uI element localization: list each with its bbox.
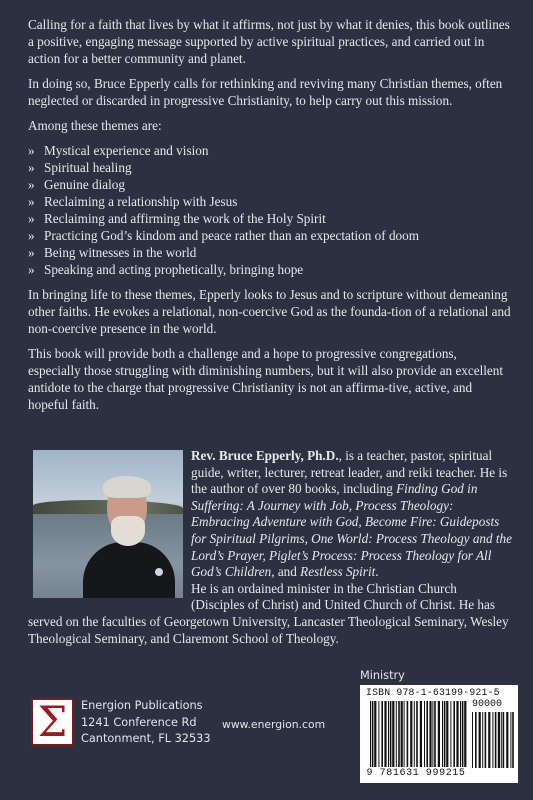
barcode-bar — [450, 701, 451, 767]
list-item: » Reclaiming and affirming the work of the Holy Spirit — [28, 211, 326, 226]
author-photo — [33, 450, 183, 598]
barcode-bar — [503, 712, 505, 768]
barcode-bar — [475, 712, 477, 768]
barcode-bar — [410, 701, 412, 767]
barcode-bar — [460, 701, 461, 767]
bullet-marker: » — [28, 262, 35, 277]
barcode-bar — [456, 701, 458, 767]
barcode-bar — [401, 701, 403, 767]
list-item: » Being witnesses in the world — [28, 245, 197, 260]
price-addon-code: 90000 — [472, 699, 503, 710]
barcode-bar — [374, 701, 376, 767]
barcode-bar — [510, 712, 511, 768]
barcode-bar — [424, 701, 425, 767]
themes-heading: Among these themes are: — [28, 118, 162, 133]
barcode-bar — [416, 701, 418, 767]
themes-list — [28, 142, 512, 278]
barcode-bar — [426, 701, 428, 767]
barcode-bar — [512, 712, 514, 768]
list-item: » Reclaiming a relationship with Jesus — [28, 194, 238, 209]
barcode-bar — [388, 701, 389, 767]
author-bio: Rev. Bruce Epperly, Ph.D., is a teacher, pastor, spiritual guide, writer, lecturer, retreat leader, and reiki teacher. He is the author of over 80 books, including Finding God in Suffering: A Journey with Job, Process Theology: Embracing Adventure with God, Become Fire: Guideposts for Spiritual Pilgrims, One World: Process Theology and the Lord’s Prayer, Piglet’s Process: Process Theology for All God’s Children, and Restless Spirit. He is an ordained minister in the Christian Church (Disciples of Christ) and United Church of Christ. He has served on the faculties of Georgetown University, Lancaster Theological Seminary, Wesley Theological Seminary, and Claremont School of Theology. — [28, 448, 513, 646]
barcode-bar — [392, 701, 394, 767]
publisher-name: Energion Publications — [81, 699, 203, 712]
barcode-bar — [434, 701, 436, 767]
intro-paragraph-2: In doing so, Bruce Epperly calls for rethinking and reviving many Christian themes, often neglected or discarded in progressive Christianity, to help carry out this mission. — [28, 76, 503, 108]
barcode-bar — [464, 701, 466, 767]
barcode-bar — [501, 712, 502, 768]
barcode-bar — [444, 701, 446, 767]
list-item: » Speaking and acting prophetically, bringing hope — [28, 262, 304, 277]
book-titles: Finding God in Suffering: A Journey with Job, Process Theology: Embracing Adventure with God, Become Fire: Guideposts for Spiritual Pilgrims, One World: Process Theology and the Lord’s Prayer, Piglet’s Process: Process Theology for All God’s Children, — [191, 481, 513, 580]
barcode-bar — [479, 712, 481, 768]
barcode-bar — [462, 701, 464, 767]
list-item: » Practicing God’s kindom and peace rather than an expectation of doom — [28, 228, 419, 243]
barcode-bar — [381, 701, 383, 767]
barcode-bar — [442, 701, 443, 767]
barcode-bar — [404, 701, 405, 767]
author-bio-ministry: He is an ordained minister in the Christian Church (Disciples of Christ) and United Church of Christ. He has served on the faculties of Georgetown University, Lancaster Theological Seminary, Wesley Theological Seminary, and Claremont School of Theology. — [28, 580, 509, 646]
publisher-city: Cantonment, FL 32533 — [81, 732, 211, 745]
barcode-bar — [488, 712, 490, 768]
publisher-website: www.energion.com — [222, 718, 326, 731]
barcode-bar — [453, 701, 455, 767]
bullet-marker: » — [28, 194, 35, 209]
bullet-marker: » — [28, 228, 35, 243]
barcode-bar — [420, 701, 422, 767]
barcode-bars — [370, 701, 468, 767]
barcode-bar — [472, 712, 473, 768]
barcode-bar — [414, 701, 415, 767]
barcode-bar — [370, 701, 371, 767]
barcode-bar — [432, 701, 433, 767]
author-bio-block — [28, 448, 512, 647]
list-item: » Spiritual healing — [28, 160, 132, 175]
description-column — [28, 16, 512, 421]
barcode-bar — [398, 701, 400, 767]
list-item: » Genuine dialog — [28, 177, 125, 192]
barcode-bar — [407, 701, 409, 767]
barcode-bar — [498, 712, 500, 768]
barcode-digits: 9 781631 999215 — [366, 768, 466, 779]
body-paragraph-2: This book will provide both a challenge and a hope to progressive congregations, especially those struggling with diminishing numbers, but it will also provide an excellent antidote to the charge that progressive Christianity is not an affirma-tive, active, and hopeful faith. — [28, 346, 504, 412]
barcode-bar — [485, 712, 487, 768]
publisher-logo — [31, 698, 74, 746]
book-category: Ministry — [360, 669, 405, 682]
barcode-bar — [396, 701, 397, 767]
book-title-last: Restless Spirit — [300, 564, 376, 580]
bullet-marker: » — [28, 143, 35, 158]
barcode-bar — [438, 701, 440, 767]
isbn-label: ISBN 978-1-63199-921-5 — [366, 687, 500, 698]
barcode-bar — [506, 712, 508, 768]
bullet-marker: » — [28, 211, 35, 226]
bullet-marker: » — [28, 160, 35, 175]
author-name: Rev. Bruce Epperly, Ph.D. — [191, 448, 339, 463]
barcode — [360, 685, 518, 783]
barcode-bar — [429, 701, 431, 767]
body-paragraph-1: In bringing life to these themes, Epperly looks to Jesus and to scripture without demeaning other faiths. He evokes a relational, non-coercive God as the founda-tion of a relational and non-coercive presence in the world. — [28, 287, 511, 336]
intro-paragraph-1: Calling for a faith that lives by what it affirms, not just by what it denies, this book outlines a positive, engaging message supported by active spiritual practices, and carried out in action for a better community and planet. — [28, 17, 510, 66]
bullet-marker: » — [28, 177, 35, 192]
photo-hair — [103, 476, 151, 498]
barcode-bar — [446, 701, 448, 767]
list-item: » Mystical experience and vision — [28, 143, 209, 158]
barcode-bar — [372, 701, 374, 767]
barcode-bar — [384, 701, 386, 767]
photo-coat-badge — [155, 568, 163, 576]
barcode-bar — [492, 712, 493, 768]
addon-barcode-bars — [472, 712, 514, 768]
barcode-bar — [495, 712, 497, 768]
photo-beard — [111, 516, 145, 546]
barcode-bar — [390, 701, 392, 767]
publisher-street: 1241 Conference Rd — [81, 715, 197, 729]
sigma-logo-icon: Σ — [37, 697, 68, 746]
bullet-marker: » — [28, 245, 35, 260]
barcode-bar — [482, 712, 483, 768]
barcode-bar — [378, 701, 379, 767]
